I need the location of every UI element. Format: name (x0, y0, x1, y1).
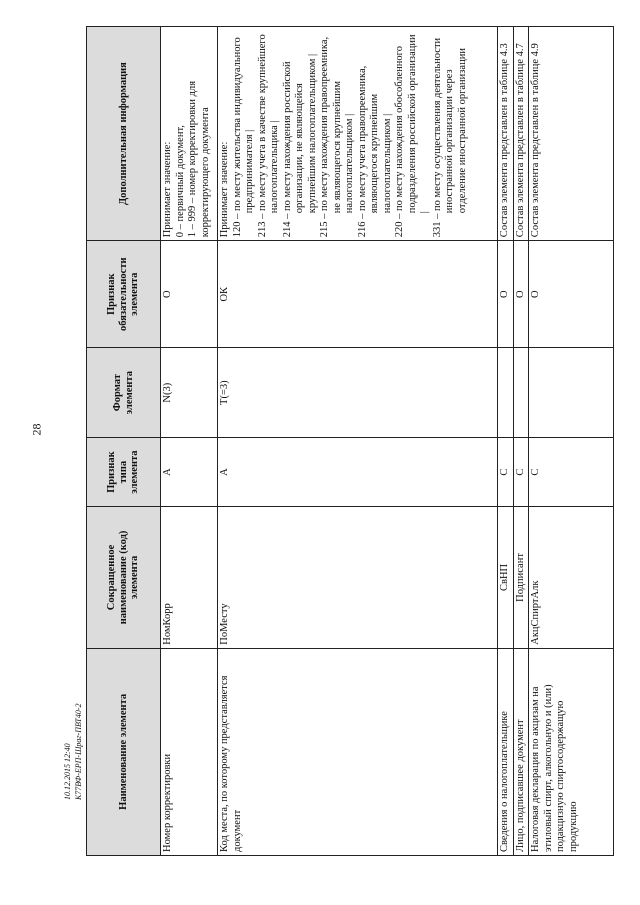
cell-info (218, 27, 498, 241)
info-line: 216 – по месту учета правопреемника, являющегося крупнейшим налогоплательщиком | (356, 65, 393, 238)
info-line: 331 – по месту осуществления деятельности иностранной организации через отделение иностранной организации (431, 37, 468, 238)
cell-name: Налоговая декларация по акцизам на этиловый спирт, алкогольную и (или) подакцизную спиртосодержащую продукцию (529, 648, 614, 855)
cell-name: Код места, по которому представляется документ (218, 648, 498, 855)
footer-timestamp: 10.12.2015 12:40 (63, 743, 72, 800)
table-row (529, 27, 614, 856)
info-line: 120 – по месту жительства индивидуального предпринимателя | (231, 37, 255, 238)
header-short-name: Сокращенное наименование (код) элемента (87, 507, 161, 649)
cell-code: ПоМесту (218, 507, 498, 649)
cell-format (513, 348, 529, 438)
table-row (218, 27, 498, 856)
info-line: Принимает значение: (219, 141, 230, 238)
cell-code: АкцСпиртАлк (529, 507, 614, 649)
cell-info: Состав элемента представлен в таблице 4.3 (498, 27, 514, 241)
cell-format: T(=3) (218, 348, 498, 438)
info-line: 1 – 999 – номер корректировки для корректирующего документа (187, 80, 211, 238)
header-format: Формат элемента (87, 348, 161, 438)
header-name: Наименование элемента (87, 648, 161, 855)
info-line: 214 – по месту нахождения российской организации, не являющейся крупнейшим налогоплательщиком | (281, 53, 318, 238)
info-line: 213 – по месту учета в качестве крупнейшего налогоплательщика | (256, 34, 280, 238)
cell-info (161, 27, 218, 241)
table-header-row (87, 27, 161, 856)
header-info: Дополнительная информация (87, 27, 161, 241)
cell-name: Сведения о налогоплательщике (498, 648, 514, 855)
footer-code: К77ВФ-ЕРП-Шраг-ПВТ40-2 (74, 703, 83, 800)
cell-code: Подписант (513, 507, 529, 649)
rotated-table-wrapper (86, 26, 579, 856)
info-line: Принимает значение: (162, 141, 173, 238)
info-line: 215 – по месту нахождения правопреемника, не являющегося крупнейшим налогоплательщиком | (319, 36, 355, 238)
cell-name: Номер корректировки (161, 648, 218, 855)
cell-info: Состав элемента представлен в таблице 4.7 (513, 27, 529, 241)
elements-table (86, 26, 614, 856)
page-number: 28 (29, 423, 44, 436)
cell-required: О (161, 241, 218, 348)
cell-type: С (513, 438, 529, 507)
info-line: 220 – по месту нахождения обособленного подразделения российской организации | (394, 34, 430, 238)
cell-required: О (513, 241, 529, 348)
header-required: Признак обязательности элемента (87, 241, 161, 348)
cell-code: НомКорр (161, 507, 218, 649)
table-row (161, 27, 218, 856)
cell-required: О (529, 241, 614, 348)
cell-format (529, 348, 614, 438)
table-row (498, 27, 514, 856)
header-type: Признак типа элемента (87, 438, 161, 507)
cell-required: ОК (218, 241, 498, 348)
cell-type: С (498, 438, 514, 507)
table-row (513, 27, 529, 856)
cell-code: СвНП (498, 507, 514, 649)
cell-required: О (498, 241, 514, 348)
cell-name: Лицо, подписавшее документ (513, 648, 529, 855)
cell-type: А (161, 438, 218, 507)
cell-type: А (218, 438, 498, 507)
cell-type: С (529, 438, 614, 507)
info-line: 0 – первичный документ, (174, 125, 186, 238)
cell-format (498, 348, 514, 438)
cell-info: Состав элемента представлен в таблице 4.9 (529, 27, 614, 241)
cell-format: N(3) (161, 348, 218, 438)
